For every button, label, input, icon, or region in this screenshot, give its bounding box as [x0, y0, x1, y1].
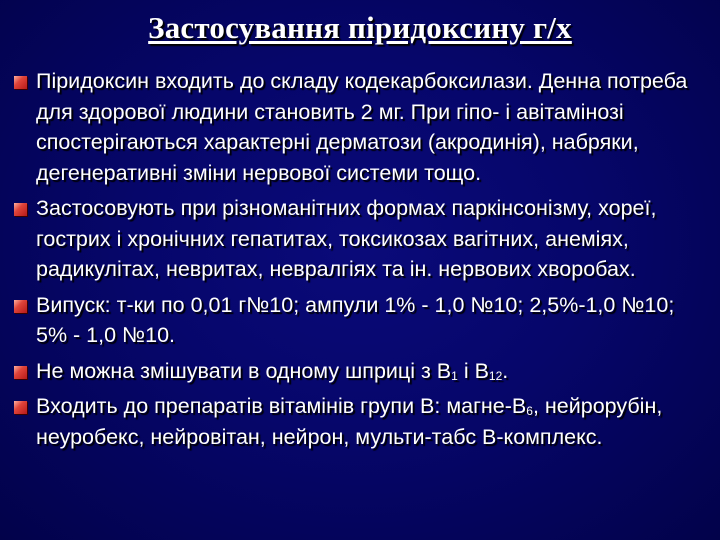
bullet-square-icon	[14, 366, 27, 379]
bullet-text: і В	[457, 358, 489, 383]
subscript: 6	[526, 404, 533, 418]
bullet-text: .	[502, 358, 509, 383]
bullet-square-icon	[14, 203, 27, 216]
bullet-text: Випуск: т-ки по 0,01 г№10; ампули 1% - 1,0 №10; 2,5%-1,0 №10; 5% - 1,0 №10.	[36, 292, 675, 347]
slide-title: Застосування піридоксину г/х	[148, 10, 572, 45]
bullet-list	[14, 66, 704, 457]
bullet-text: , нейрорубін, неуробекс, нейровітан, нейрон, мульти-табс В-комплекс.	[36, 394, 663, 449]
bullet-text: Входить до препаратів вітамінів групи В: магне-В	[36, 394, 527, 418]
list-item	[14, 66, 704, 188]
bullet-square-icon	[14, 401, 27, 414]
subscript: 1	[451, 368, 458, 383]
bullet-text: Застосовують при різноманітних формах паркінсонізму, хореї, гострих і хронічних гепатитах, токсикозах вагітних, анеміях, радикулітах, невритах, невралгіях та ін. нервових хворобах.	[36, 196, 657, 281]
list-item	[14, 356, 704, 387]
bullet-square-icon	[14, 300, 27, 313]
bullet-square-icon	[14, 76, 27, 89]
bullet-text: Не можна змішувати в одному шприці з В	[36, 358, 452, 383]
list-item	[14, 193, 704, 285]
bullet-text: Піридоксин входить до складу кодекарбоксилази. Денна потреба для здорової людини становить 2 мг. При гіпо- і авітамінозі спостерігаються характерні дерматози (акродинія), набряки, дегенеративні зміни нервової системи тощо.	[36, 69, 688, 185]
list-item	[14, 391, 704, 452]
list-item	[14, 290, 704, 351]
subscript: 12	[488, 368, 503, 383]
